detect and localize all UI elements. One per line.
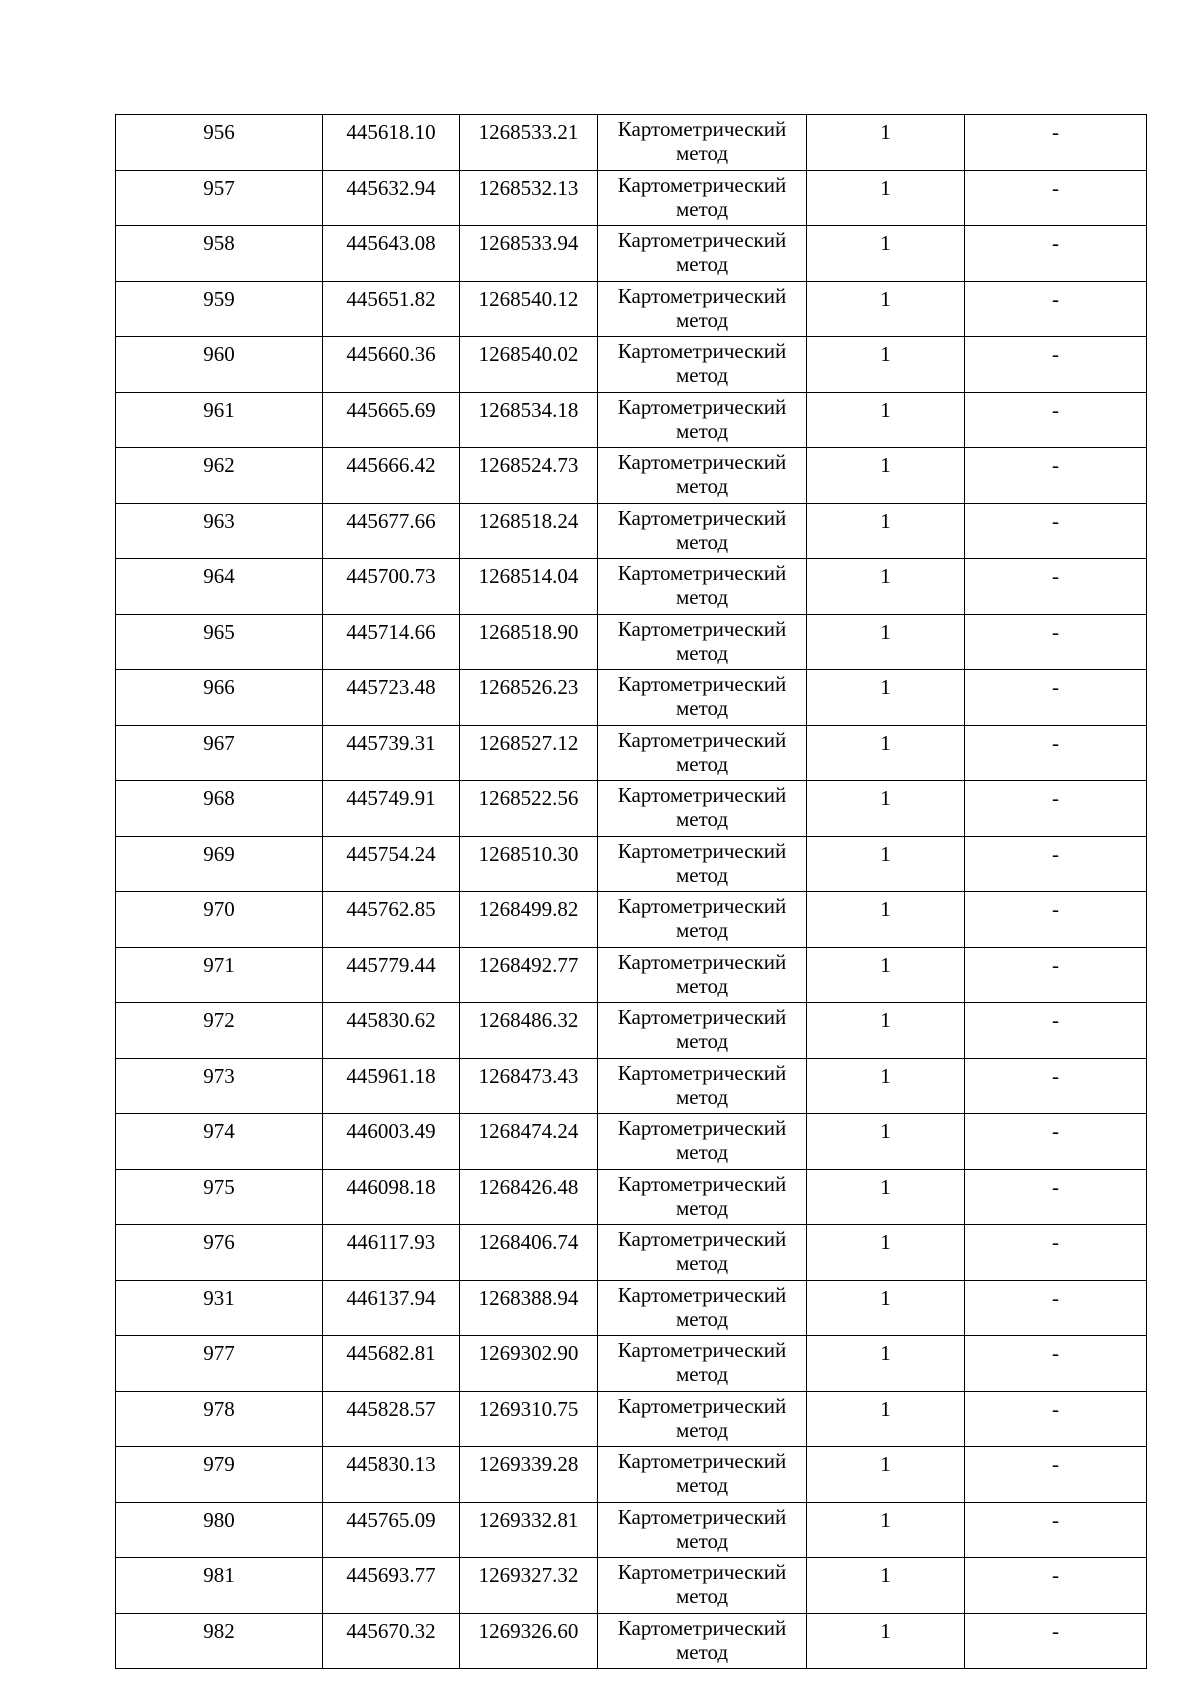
point-number-cell: 981 bbox=[116, 1558, 323, 1614]
method-cell bbox=[598, 170, 807, 226]
table-row bbox=[116, 170, 1147, 226]
y-coordinate-cell: 1269327.32 bbox=[460, 1558, 598, 1614]
method-cell bbox=[598, 614, 807, 670]
accuracy-cell: 1 bbox=[807, 1003, 965, 1059]
method-cell bbox=[598, 1502, 807, 1558]
method-cell bbox=[598, 392, 807, 448]
x-coordinate-cell: 445961.18 bbox=[323, 1058, 460, 1114]
table-row bbox=[116, 1058, 1147, 1114]
method-line-1: Картометрический bbox=[617, 838, 787, 863]
method-line-2: метод bbox=[675, 1251, 729, 1275]
accuracy-cell: 1 bbox=[807, 337, 965, 393]
x-coordinate-cell: 446137.94 bbox=[323, 1280, 460, 1336]
y-coordinate-cell: 1268532.13 bbox=[460, 170, 598, 226]
method-cell bbox=[598, 1114, 807, 1170]
note-cell: - bbox=[965, 281, 1147, 337]
y-coordinate-cell: 1268540.02 bbox=[460, 337, 598, 393]
x-coordinate-cell: 445670.32 bbox=[323, 1613, 460, 1669]
y-coordinate-cell: 1268518.90 bbox=[460, 614, 598, 670]
y-coordinate-cell: 1268527.12 bbox=[460, 725, 598, 781]
method-cell bbox=[598, 892, 807, 948]
accuracy-cell: 1 bbox=[807, 281, 965, 337]
point-number-cell: 971 bbox=[116, 947, 323, 1003]
accuracy-cell: 1 bbox=[807, 503, 965, 559]
accuracy-cell: 1 bbox=[807, 947, 965, 1003]
table-row bbox=[116, 281, 1147, 337]
method-line-1: Картометрический bbox=[617, 1504, 787, 1529]
x-coordinate-cell: 445665.69 bbox=[323, 392, 460, 448]
method-cell bbox=[598, 781, 807, 837]
y-coordinate-cell: 1268406.74 bbox=[460, 1225, 598, 1281]
accuracy-cell: 1 bbox=[807, 559, 965, 615]
table-row bbox=[116, 725, 1147, 781]
method-cell bbox=[598, 1058, 807, 1114]
table-row bbox=[116, 559, 1147, 615]
point-number-cell: 966 bbox=[116, 670, 323, 726]
method-cell bbox=[598, 670, 807, 726]
method-line-1: Картометрический bbox=[617, 117, 787, 141]
accuracy-cell: 1 bbox=[807, 1336, 965, 1392]
method-line-1: Картометрический bbox=[617, 228, 787, 252]
accuracy-cell: 1 bbox=[807, 1225, 965, 1281]
accuracy-cell: 1 bbox=[807, 670, 965, 726]
y-coordinate-cell: 1268526.23 bbox=[460, 670, 598, 726]
y-coordinate-cell: 1268540.12 bbox=[460, 281, 598, 337]
x-coordinate-cell: 446003.49 bbox=[323, 1114, 460, 1170]
accuracy-cell: 1 bbox=[807, 781, 965, 837]
method-cell bbox=[598, 226, 807, 282]
method-line-2: метод bbox=[675, 918, 729, 942]
note-cell: - bbox=[965, 1280, 1147, 1336]
table-row bbox=[116, 1502, 1147, 1558]
method-line-1: Картометрический bbox=[617, 505, 787, 530]
table-row bbox=[116, 1225, 1147, 1281]
note-cell: - bbox=[965, 226, 1147, 282]
x-coordinate-cell: 445660.36 bbox=[323, 337, 460, 393]
point-number-cell: 978 bbox=[116, 1391, 323, 1447]
note-cell: - bbox=[965, 392, 1147, 448]
method-cell bbox=[598, 448, 807, 504]
method-cell bbox=[598, 1613, 807, 1669]
method-line-1: Картометрический bbox=[617, 1393, 787, 1418]
method-cell bbox=[598, 559, 807, 615]
point-number-cell: 961 bbox=[116, 392, 323, 448]
table-row bbox=[116, 1613, 1147, 1669]
method-line-2: метод bbox=[675, 1195, 729, 1220]
point-number-cell: 975 bbox=[116, 1169, 323, 1225]
y-coordinate-cell: 1268492.77 bbox=[460, 947, 598, 1003]
accuracy-cell: 1 bbox=[807, 1502, 965, 1558]
method-cell bbox=[598, 1336, 807, 1392]
y-coordinate-cell: 1268522.56 bbox=[460, 781, 598, 837]
point-number-cell: 970 bbox=[116, 892, 323, 948]
note-cell: - bbox=[965, 337, 1147, 393]
accuracy-cell: 1 bbox=[807, 115, 965, 171]
point-number-cell: 959 bbox=[116, 281, 323, 337]
coordinates-table bbox=[115, 114, 1147, 1669]
point-number-cell: 931 bbox=[116, 1280, 323, 1336]
accuracy-cell: 1 bbox=[807, 226, 965, 282]
method-line-2: метод bbox=[675, 1473, 729, 1497]
x-coordinate-cell: 445618.10 bbox=[323, 115, 460, 171]
accuracy-cell: 1 bbox=[807, 1613, 965, 1669]
point-number-cell: 964 bbox=[116, 559, 323, 615]
method-line-2: метод bbox=[675, 862, 729, 887]
method-cell bbox=[598, 503, 807, 559]
table-row bbox=[116, 226, 1147, 282]
y-coordinate-cell: 1269310.75 bbox=[460, 1391, 598, 1447]
table-row bbox=[116, 1280, 1147, 1336]
x-coordinate-cell: 445700.73 bbox=[323, 559, 460, 615]
method-cell bbox=[598, 1280, 807, 1336]
method-line-1: Картометрический bbox=[617, 727, 787, 752]
method-line-1: Картометрический bbox=[617, 1116, 787, 1140]
note-cell: - bbox=[965, 170, 1147, 226]
y-coordinate-cell: 1268474.24 bbox=[460, 1114, 598, 1170]
method-line-1: Картометрический bbox=[617, 1282, 787, 1307]
method-line-2: метод bbox=[675, 1639, 729, 1664]
y-coordinate-cell: 1269339.28 bbox=[460, 1447, 598, 1503]
note-cell: - bbox=[965, 1502, 1147, 1558]
x-coordinate-cell: 445749.91 bbox=[323, 781, 460, 837]
method-line-2: метод bbox=[675, 307, 729, 332]
method-line-1: Картометрический bbox=[617, 1615, 787, 1640]
method-line-2: метод bbox=[675, 640, 729, 665]
accuracy-cell: 1 bbox=[807, 725, 965, 781]
point-number-cell: 980 bbox=[116, 1502, 323, 1558]
method-line-1: Картометрический bbox=[617, 1560, 787, 1584]
accuracy-cell: 1 bbox=[807, 1114, 965, 1170]
point-number-cell: 977 bbox=[116, 1336, 323, 1392]
method-line-2: метод bbox=[675, 252, 729, 276]
point-number-cell: 976 bbox=[116, 1225, 323, 1281]
point-number-cell: 965 bbox=[116, 614, 323, 670]
method-line-2: метод bbox=[675, 973, 729, 998]
method-line-1: Картометрический bbox=[617, 616, 787, 641]
x-coordinate-cell: 446098.18 bbox=[323, 1169, 460, 1225]
method-line-1: Картометрический bbox=[617, 1338, 787, 1362]
coordinates-table-body bbox=[116, 115, 1147, 1669]
method-line-1: Картометрический bbox=[617, 1005, 787, 1029]
note-cell: - bbox=[965, 1058, 1147, 1114]
table-row bbox=[116, 781, 1147, 837]
method-line-2: метод bbox=[675, 1140, 729, 1164]
x-coordinate-cell: 445754.24 bbox=[323, 836, 460, 892]
point-number-cell: 969 bbox=[116, 836, 323, 892]
note-cell: - bbox=[965, 1336, 1147, 1392]
note-cell: - bbox=[965, 448, 1147, 504]
table-row bbox=[116, 1558, 1147, 1614]
method-cell bbox=[598, 1558, 807, 1614]
x-coordinate-cell: 445651.82 bbox=[323, 281, 460, 337]
method-cell bbox=[598, 947, 807, 1003]
method-line-1: Картометрический bbox=[617, 394, 787, 419]
method-line-1: Картометрический bbox=[617, 1060, 787, 1085]
method-line-1: Картометрический bbox=[617, 894, 787, 918]
table-row bbox=[116, 1114, 1147, 1170]
y-coordinate-cell: 1269326.60 bbox=[460, 1613, 598, 1669]
x-coordinate-cell: 445682.81 bbox=[323, 1336, 460, 1392]
method-cell bbox=[598, 337, 807, 393]
y-coordinate-cell: 1268514.04 bbox=[460, 559, 598, 615]
method-line-1: Картометрический bbox=[617, 561, 787, 585]
point-number-cell: 972 bbox=[116, 1003, 323, 1059]
method-line-2: метод bbox=[675, 1029, 729, 1053]
note-cell: - bbox=[965, 725, 1147, 781]
method-line-1: Картометрический bbox=[617, 783, 787, 807]
point-number-cell: 979 bbox=[116, 1447, 323, 1503]
method-line-2: метод bbox=[675, 1084, 729, 1109]
method-line-2: метод bbox=[675, 418, 729, 443]
x-coordinate-cell: 445779.44 bbox=[323, 947, 460, 1003]
note-cell: - bbox=[965, 559, 1147, 615]
method-line-2: метод bbox=[675, 696, 729, 720]
x-coordinate-cell: 445739.31 bbox=[323, 725, 460, 781]
y-coordinate-cell: 1269332.81 bbox=[460, 1502, 598, 1558]
point-number-cell: 956 bbox=[116, 115, 323, 171]
x-coordinate-cell: 445830.62 bbox=[323, 1003, 460, 1059]
y-coordinate-cell: 1268486.32 bbox=[460, 1003, 598, 1059]
y-coordinate-cell: 1268499.82 bbox=[460, 892, 598, 948]
point-number-cell: 963 bbox=[116, 503, 323, 559]
method-cell bbox=[598, 725, 807, 781]
method-line-2: метод bbox=[675, 807, 729, 831]
x-coordinate-cell: 445828.57 bbox=[323, 1391, 460, 1447]
method-line-2: метод bbox=[675, 1417, 729, 1442]
note-cell: - bbox=[965, 1391, 1147, 1447]
table-row bbox=[116, 947, 1147, 1003]
table-row bbox=[116, 448, 1147, 504]
method-line-2: метод bbox=[675, 585, 729, 609]
method-line-2: метод bbox=[675, 1306, 729, 1331]
method-line-1: Картометрический bbox=[617, 1449, 787, 1473]
point-number-cell: 957 bbox=[116, 170, 323, 226]
accuracy-cell: 1 bbox=[807, 1058, 965, 1114]
method-line-1: Картометрический bbox=[617, 949, 787, 974]
method-line-2: метод bbox=[675, 1362, 729, 1386]
table-row bbox=[116, 1169, 1147, 1225]
accuracy-cell: 1 bbox=[807, 1280, 965, 1336]
point-number-cell: 982 bbox=[116, 1613, 323, 1669]
x-coordinate-cell: 445693.77 bbox=[323, 1558, 460, 1614]
method-cell bbox=[598, 1169, 807, 1225]
table-row bbox=[116, 1336, 1147, 1392]
method-line-2: метод bbox=[675, 141, 729, 165]
accuracy-cell: 1 bbox=[807, 392, 965, 448]
table-row bbox=[116, 892, 1147, 948]
accuracy-cell: 1 bbox=[807, 170, 965, 226]
y-coordinate-cell: 1268534.18 bbox=[460, 392, 598, 448]
method-cell bbox=[598, 1003, 807, 1059]
method-line-1: Картометрический bbox=[617, 1171, 787, 1196]
point-number-cell: 962 bbox=[116, 448, 323, 504]
note-cell: - bbox=[965, 892, 1147, 948]
method-cell bbox=[598, 1225, 807, 1281]
method-line-2: метод bbox=[675, 529, 729, 554]
table-row bbox=[116, 337, 1147, 393]
method-line-2: метод bbox=[675, 1584, 729, 1608]
point-number-cell: 973 bbox=[116, 1058, 323, 1114]
x-coordinate-cell: 445666.42 bbox=[323, 448, 460, 504]
method-line-2: метод bbox=[675, 474, 729, 498]
method-line-2: метод bbox=[675, 196, 729, 221]
table-row bbox=[116, 614, 1147, 670]
note-cell: - bbox=[965, 947, 1147, 1003]
note-cell: - bbox=[965, 670, 1147, 726]
table-row bbox=[116, 1003, 1147, 1059]
table-row bbox=[116, 1391, 1147, 1447]
accuracy-cell: 1 bbox=[807, 1447, 965, 1503]
accuracy-cell: 1 bbox=[807, 1391, 965, 1447]
y-coordinate-cell: 1268388.94 bbox=[460, 1280, 598, 1336]
method-cell bbox=[598, 115, 807, 171]
point-number-cell: 974 bbox=[116, 1114, 323, 1170]
accuracy-cell: 1 bbox=[807, 836, 965, 892]
note-cell: - bbox=[965, 781, 1147, 837]
method-line-1: Картометрический bbox=[617, 1227, 787, 1251]
table-row bbox=[116, 115, 1147, 171]
table-row bbox=[116, 1447, 1147, 1503]
point-number-cell: 967 bbox=[116, 725, 323, 781]
x-coordinate-cell: 445762.85 bbox=[323, 892, 460, 948]
table-row bbox=[116, 503, 1147, 559]
y-coordinate-cell: 1268524.73 bbox=[460, 448, 598, 504]
note-cell: - bbox=[965, 503, 1147, 559]
note-cell: - bbox=[965, 1225, 1147, 1281]
table-row bbox=[116, 670, 1147, 726]
note-cell: - bbox=[965, 1114, 1147, 1170]
accuracy-cell: 1 bbox=[807, 448, 965, 504]
method-line-1: Картометрический bbox=[617, 172, 787, 197]
note-cell: - bbox=[965, 115, 1147, 171]
y-coordinate-cell: 1268510.30 bbox=[460, 836, 598, 892]
note-cell: - bbox=[965, 1558, 1147, 1614]
table-row bbox=[116, 392, 1147, 448]
point-number-cell: 960 bbox=[116, 337, 323, 393]
accuracy-cell: 1 bbox=[807, 1558, 965, 1614]
accuracy-cell: 1 bbox=[807, 1169, 965, 1225]
note-cell: - bbox=[965, 614, 1147, 670]
table-row bbox=[116, 836, 1147, 892]
method-line-1: Картометрический bbox=[617, 672, 787, 696]
accuracy-cell: 1 bbox=[807, 892, 965, 948]
method-cell bbox=[598, 836, 807, 892]
method-line-1: Картометрический bbox=[617, 450, 787, 474]
method-cell bbox=[598, 1391, 807, 1447]
y-coordinate-cell: 1268518.24 bbox=[460, 503, 598, 559]
y-coordinate-cell: 1269302.90 bbox=[460, 1336, 598, 1392]
note-cell: - bbox=[965, 1003, 1147, 1059]
method-cell bbox=[598, 281, 807, 337]
note-cell: - bbox=[965, 836, 1147, 892]
method-line-2: метод bbox=[675, 751, 729, 776]
x-coordinate-cell: 445714.66 bbox=[323, 614, 460, 670]
y-coordinate-cell: 1268426.48 bbox=[460, 1169, 598, 1225]
point-number-cell: 958 bbox=[116, 226, 323, 282]
point-number-cell: 968 bbox=[116, 781, 323, 837]
x-coordinate-cell: 445723.48 bbox=[323, 670, 460, 726]
method-cell bbox=[598, 1447, 807, 1503]
x-coordinate-cell: 445830.13 bbox=[323, 1447, 460, 1503]
x-coordinate-cell: 446117.93 bbox=[323, 1225, 460, 1281]
note-cell: - bbox=[965, 1613, 1147, 1669]
x-coordinate-cell: 445677.66 bbox=[323, 503, 460, 559]
x-coordinate-cell: 445632.94 bbox=[323, 170, 460, 226]
method-line-1: Картометрический bbox=[617, 283, 787, 308]
y-coordinate-cell: 1268533.94 bbox=[460, 226, 598, 282]
method-line-1: Картометрический bbox=[617, 339, 787, 363]
accuracy-cell: 1 bbox=[807, 614, 965, 670]
y-coordinate-cell: 1268533.21 bbox=[460, 115, 598, 171]
y-coordinate-cell: 1268473.43 bbox=[460, 1058, 598, 1114]
method-line-2: метод bbox=[675, 1528, 729, 1553]
method-line-2: метод bbox=[675, 363, 729, 387]
note-cell: - bbox=[965, 1447, 1147, 1503]
x-coordinate-cell: 445643.08 bbox=[323, 226, 460, 282]
note-cell: - bbox=[965, 1169, 1147, 1225]
x-coordinate-cell: 445765.09 bbox=[323, 1502, 460, 1558]
